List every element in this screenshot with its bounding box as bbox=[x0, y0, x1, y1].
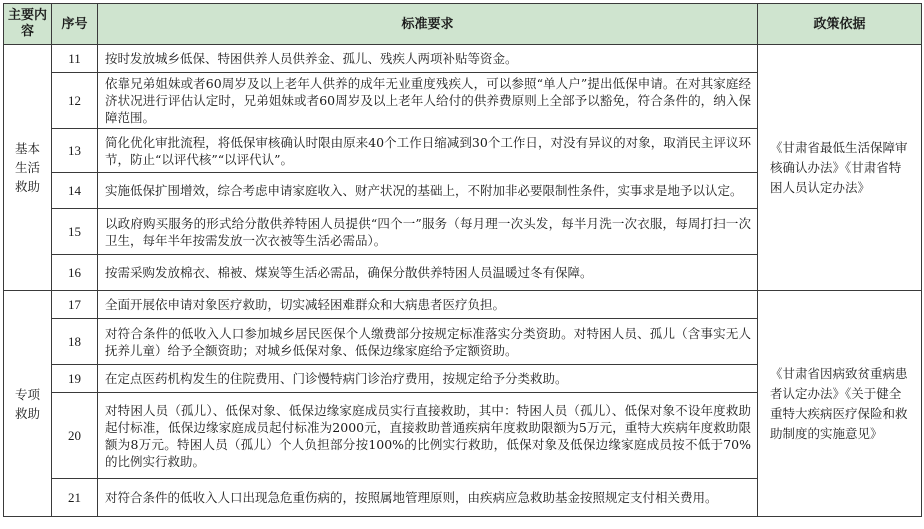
row-number: 13 bbox=[52, 129, 98, 173]
row-number: 15 bbox=[52, 209, 98, 255]
policy-basis-basic-living: 《甘肃省最低生活保障审核确认办法》《甘肃省特困人员认定办法》 bbox=[758, 45, 922, 291]
requirement-text: 在定点医药机构发生的住院费用、门诊慢特病门诊治疗费用，按规定给予分类救助。 bbox=[98, 365, 758, 393]
table-header-row bbox=[4, 4, 922, 45]
header-category: 主要内容 bbox=[4, 4, 52, 45]
row-number: 14 bbox=[52, 173, 98, 209]
header-policy: 政策依据 bbox=[758, 4, 922, 45]
category-cell-basic-living bbox=[4, 45, 52, 291]
requirement-text: 对符合条件的低收入人口参加城乡居民医保个人缴费部分按规定标准落实分类资助。对特困人员、孤儿（含事实无人抚养儿童）给予全额资助；对城乡低保对象、低保边缘家庭给予定额资助。 bbox=[98, 319, 758, 365]
table-row bbox=[4, 45, 922, 73]
row-number: 11 bbox=[52, 45, 98, 73]
table-row bbox=[4, 291, 922, 319]
policy-standards-table bbox=[3, 3, 922, 517]
requirement-text: 按时发放城乡低保、特困供养人员供养金、孤儿、残疾人两项补贴等资金。 bbox=[98, 45, 758, 73]
policy-basis-special-assistance: 《甘肃省因病致贫重病患者认定办法》《关于健全重特大疾病医疗保险和救助制度的实施意见》 bbox=[758, 291, 922, 517]
requirement-text: 实施低保扩围增效，综合考虑申请家庭收入、财产状况的基础上，不附加非必要限制性条件，实事求是地予以认定。 bbox=[98, 173, 758, 209]
category-label: 基本生活救助 bbox=[14, 141, 40, 194]
requirement-text: 对符合条件的低收入人口出现急危重伤病的，按照属地管理原则，由疾病应急救助基金按照规定支付相关费用。 bbox=[98, 479, 758, 517]
row-number: 18 bbox=[52, 319, 98, 365]
row-number: 19 bbox=[52, 365, 98, 393]
category-cell-special-assistance bbox=[4, 291, 52, 517]
row-number: 20 bbox=[52, 393, 98, 479]
requirement-text: 全面开展依申请对象医疗救助，切实减轻困难群众和大病患者医疗负担。 bbox=[98, 291, 758, 319]
row-number: 12 bbox=[52, 73, 98, 129]
requirement-text: 依靠兄弟姐妹或者60周岁及以上老年人供养的成年无业重度残疾人，可以参照“单人户”提出低保申请。在对其家庭经济状况进行评估认定时，兄弟姐妹或者60周岁及以上老年人给付的供养费原则上全部予以豁免，符合条件的，纳入保障范围。 bbox=[98, 73, 758, 129]
header-requirement: 标准要求 bbox=[98, 4, 758, 45]
category-label: 专项救助 bbox=[14, 386, 40, 421]
requirement-text: 以政府购买服务的形式给分散供养特困人员提供“四个一”服务（每月理一次头发，每半月洗一次衣服，每周打扫一次卫生，每年半年按需发放一次衣被等生活必需品）。 bbox=[98, 209, 758, 255]
row-number: 17 bbox=[52, 291, 98, 319]
requirement-text: 按需采购发放棉衣、棉被、煤炭等生活必需品，确保分散供养特困人员温暖过冬有保障。 bbox=[98, 255, 758, 291]
requirement-text: 对特困人员（孤儿）、低保对象、低保边缘家庭成员实行直接救助，其中：特困人员（孤儿）、低保对象不设年度救助起付标准，低保边缘家庭成员起付标准为2000元，直接救助普通疾病年度救助限额为5万元，重特大疾病年度救助限额为8万元。特困人员（孤儿）个人负担部分按100%的比例实行救助，低保对象及低保边缘家庭成员按不低于70%的比例实行救助。 bbox=[98, 393, 758, 479]
header-seq: 序号 bbox=[52, 4, 98, 45]
row-number: 16 bbox=[52, 255, 98, 291]
row-number: 21 bbox=[52, 479, 98, 517]
requirement-text: 简化优化审批流程，将低保审核确认时限由原来40个工作日缩减到30个工作日，对没有异议的对象，取消民主评议环节，防止“以评代核”“以评代认”。 bbox=[98, 129, 758, 173]
